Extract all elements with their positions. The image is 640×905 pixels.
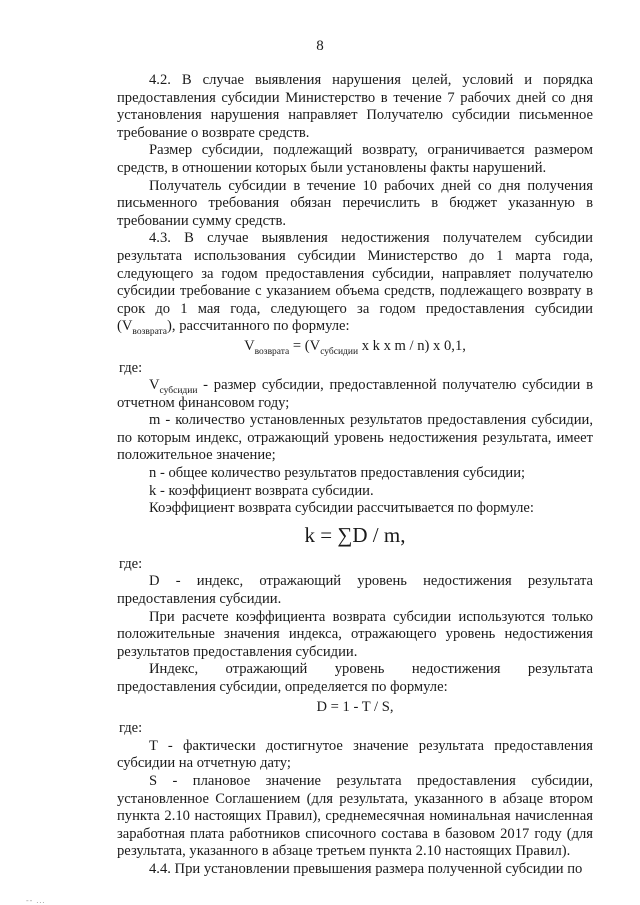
definition-v-text: - размер субсидии, предоставленной получателю субсидии в отчетном финансовом году;	[117, 377, 593, 411]
definition-m: m - количество установленных результатов предоставления субсидии, по которым индекс, отражающий уровень недостижения результата, имеет положительное значение;	[117, 412, 593, 464]
formula-v-mid: = (V	[289, 337, 321, 354]
where-label: где:	[119, 359, 143, 376]
where-label: где:	[119, 720, 143, 737]
paragraph-4-3	[117, 230, 593, 336]
definition-s: S - плановое значение результата предоставления субсидии, установленное Соглашением (для результата, указанного в абзаце втором пункта 2.10 настоящих Правил), среднемесячная номинальная начисленная заработная плата работников списочного состава в базовом 2017 году (для результата, указанного в абзаце третьем пункта 2.10 настоящих Правил).	[117, 772, 593, 860]
where-label: где:	[119, 555, 143, 572]
paragraph-positive-values: При расчете коэффициента возврата субсидии используются только положительные значения индекса, отражающего уровень недостижения результатов предоставления субсидии.	[117, 608, 593, 660]
paragraph-index: Индекс, отражающий уровень недостижения результата предоставления субсидии, определяется по формуле:	[117, 661, 593, 695]
formula-v-subscript: возврата	[254, 346, 290, 357]
formula-v-rest: x k x m / n) x 0,1,	[358, 337, 466, 354]
paragraph-4-3-text: 4.3. В случае выявления недостижения получателем субсидии результата использования субсидии Министерство до 1 марта года, следующего за годом предоставления субсидии, направляет получателю субсидии требование с указанием объема средств, подлежащего возврату в срок до 1 мая года, следующего за годом предоставления субсидии (V	[117, 230, 593, 335]
definition-k: k - коэффициент возврата субсидии.	[149, 482, 374, 499]
paragraph-recipient-transfer: Получатель субсидии в течение 10 рабочих дней со дня получения письменного требования обязан перечислить в бюджет указанную в требовании сумму средств.	[117, 177, 593, 229]
formula-d: D = 1 - T / S,	[316, 698, 394, 715]
paragraph-4-4: 4.4. При установлении превышения размера полученной субсидии по	[149, 860, 583, 877]
formula-v-return	[117, 338, 593, 356]
definition-t: T - фактически достигнутое значение результата предоставления субсидии на отчетную дату;	[117, 737, 593, 772]
paragraph-4-3-subscript: возврата	[132, 327, 168, 338]
paragraph-subsidy-size: Размер субсидии, подлежащий возврату, ограничивается размером средств, в отношении которых были установлены факты нарушений.	[117, 142, 593, 176]
scan-margin-mark: -- ...	[26, 896, 46, 905]
formula-k: k = ∑D / m,	[304, 522, 406, 547]
definition-v-subscript: субсидии	[159, 386, 198, 396]
paragraph-coefficient: Коэффициент возврата субсидии рассчитывается по формуле:	[149, 500, 534, 517]
formula-subsidy-subscript: субсидии	[320, 346, 359, 357]
definition-v-letter: V	[149, 377, 160, 394]
definition-d: D - индекс, отражающий уровень недостижения результата предоставления субсидии.	[117, 573, 593, 608]
definition-v-subsidy	[117, 377, 593, 412]
formula-v-letter: V	[244, 337, 255, 354]
paragraph-4-3-end: ), рассчитанного по формуле:	[167, 318, 350, 335]
paragraph-4-2: 4.2. В случае выявления нарушения целей, условий и порядка предоставления субсидии Министерство в течение 7 рабочих дней со дня установления нарушения направляет Получателю субсидии письменное требование о возврате средств.	[117, 72, 593, 141]
document-body	[117, 72, 593, 879]
page-number: 8	[316, 38, 324, 54]
definition-n: n - общее количество результатов предоставления субсидии;	[149, 465, 526, 482]
